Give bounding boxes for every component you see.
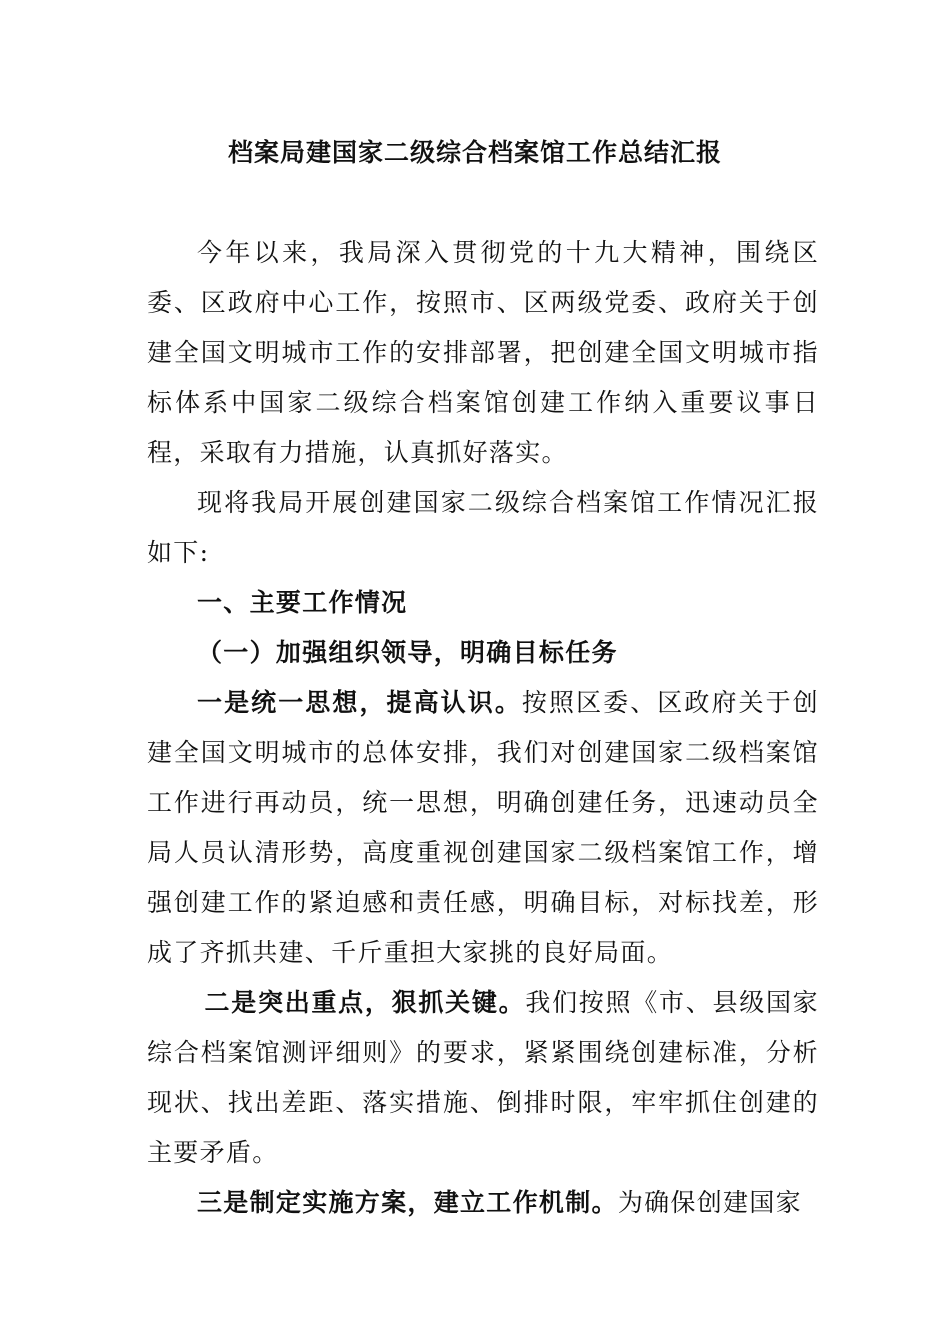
- document-title: 档案局建国家二级综合档案馆工作总结汇报: [227, 138, 722, 167]
- item-text-2: 我们按照《市、县级国家综合档案馆测评细则》的要求，紧紧围绕创建标准，分析现状、找出差距、落实措施、倒排时限，牢牢抓住创建的主要矛盾。: [147, 988, 819, 1167]
- item-paragraph-1: [147, 678, 819, 978]
- item-paragraph-2: [147, 978, 819, 1178]
- section-heading: 一、主要工作情况: [197, 588, 408, 617]
- intro-paragraph: 今年以来，我局深入贯彻党的十九大精神，围绕区委、区政府中心工作，按照市、区两级党委、政府关于创建全国文明城市工作的安排部署，把创建全国文明城市指标体系中国家二级综合档案馆创建工作纳入重要议事日程，采取有力措施，认真抓好落实。: [147, 238, 819, 467]
- document-body: [147, 228, 819, 1228]
- item-lead-3: 三是制定实施方案，建立工作机制。: [197, 1188, 618, 1217]
- item-lead-1: 一是统一思想，提高认识。: [197, 688, 522, 717]
- subsection-heading: （一）加强组织领导，明确目标任务: [197, 638, 618, 667]
- report-paragraph: 现将我局开展创建国家二级综合档案馆工作情况汇报如下:: [147, 488, 819, 567]
- item-lead-2: 二是突出重点，狠抓关键。: [204, 988, 526, 1017]
- item-text-1: 按照区委、区政府关于创建全国文明城市的总体安排，我们对创建国家二级档案馆工作进行再动员，统一思想，明确创建任务，迅速动员全局人员认清形势，高度重视创建国家二级档案馆工作，增强创建工作的紧迫感和责任感，明确目标，对标找差，形成了齐抓共建、千斤重担大家挑的良好局面。: [147, 688, 819, 967]
- item-paragraph-3: [147, 1178, 819, 1228]
- item-text-3: 为确保创建国家: [617, 1188, 802, 1217]
